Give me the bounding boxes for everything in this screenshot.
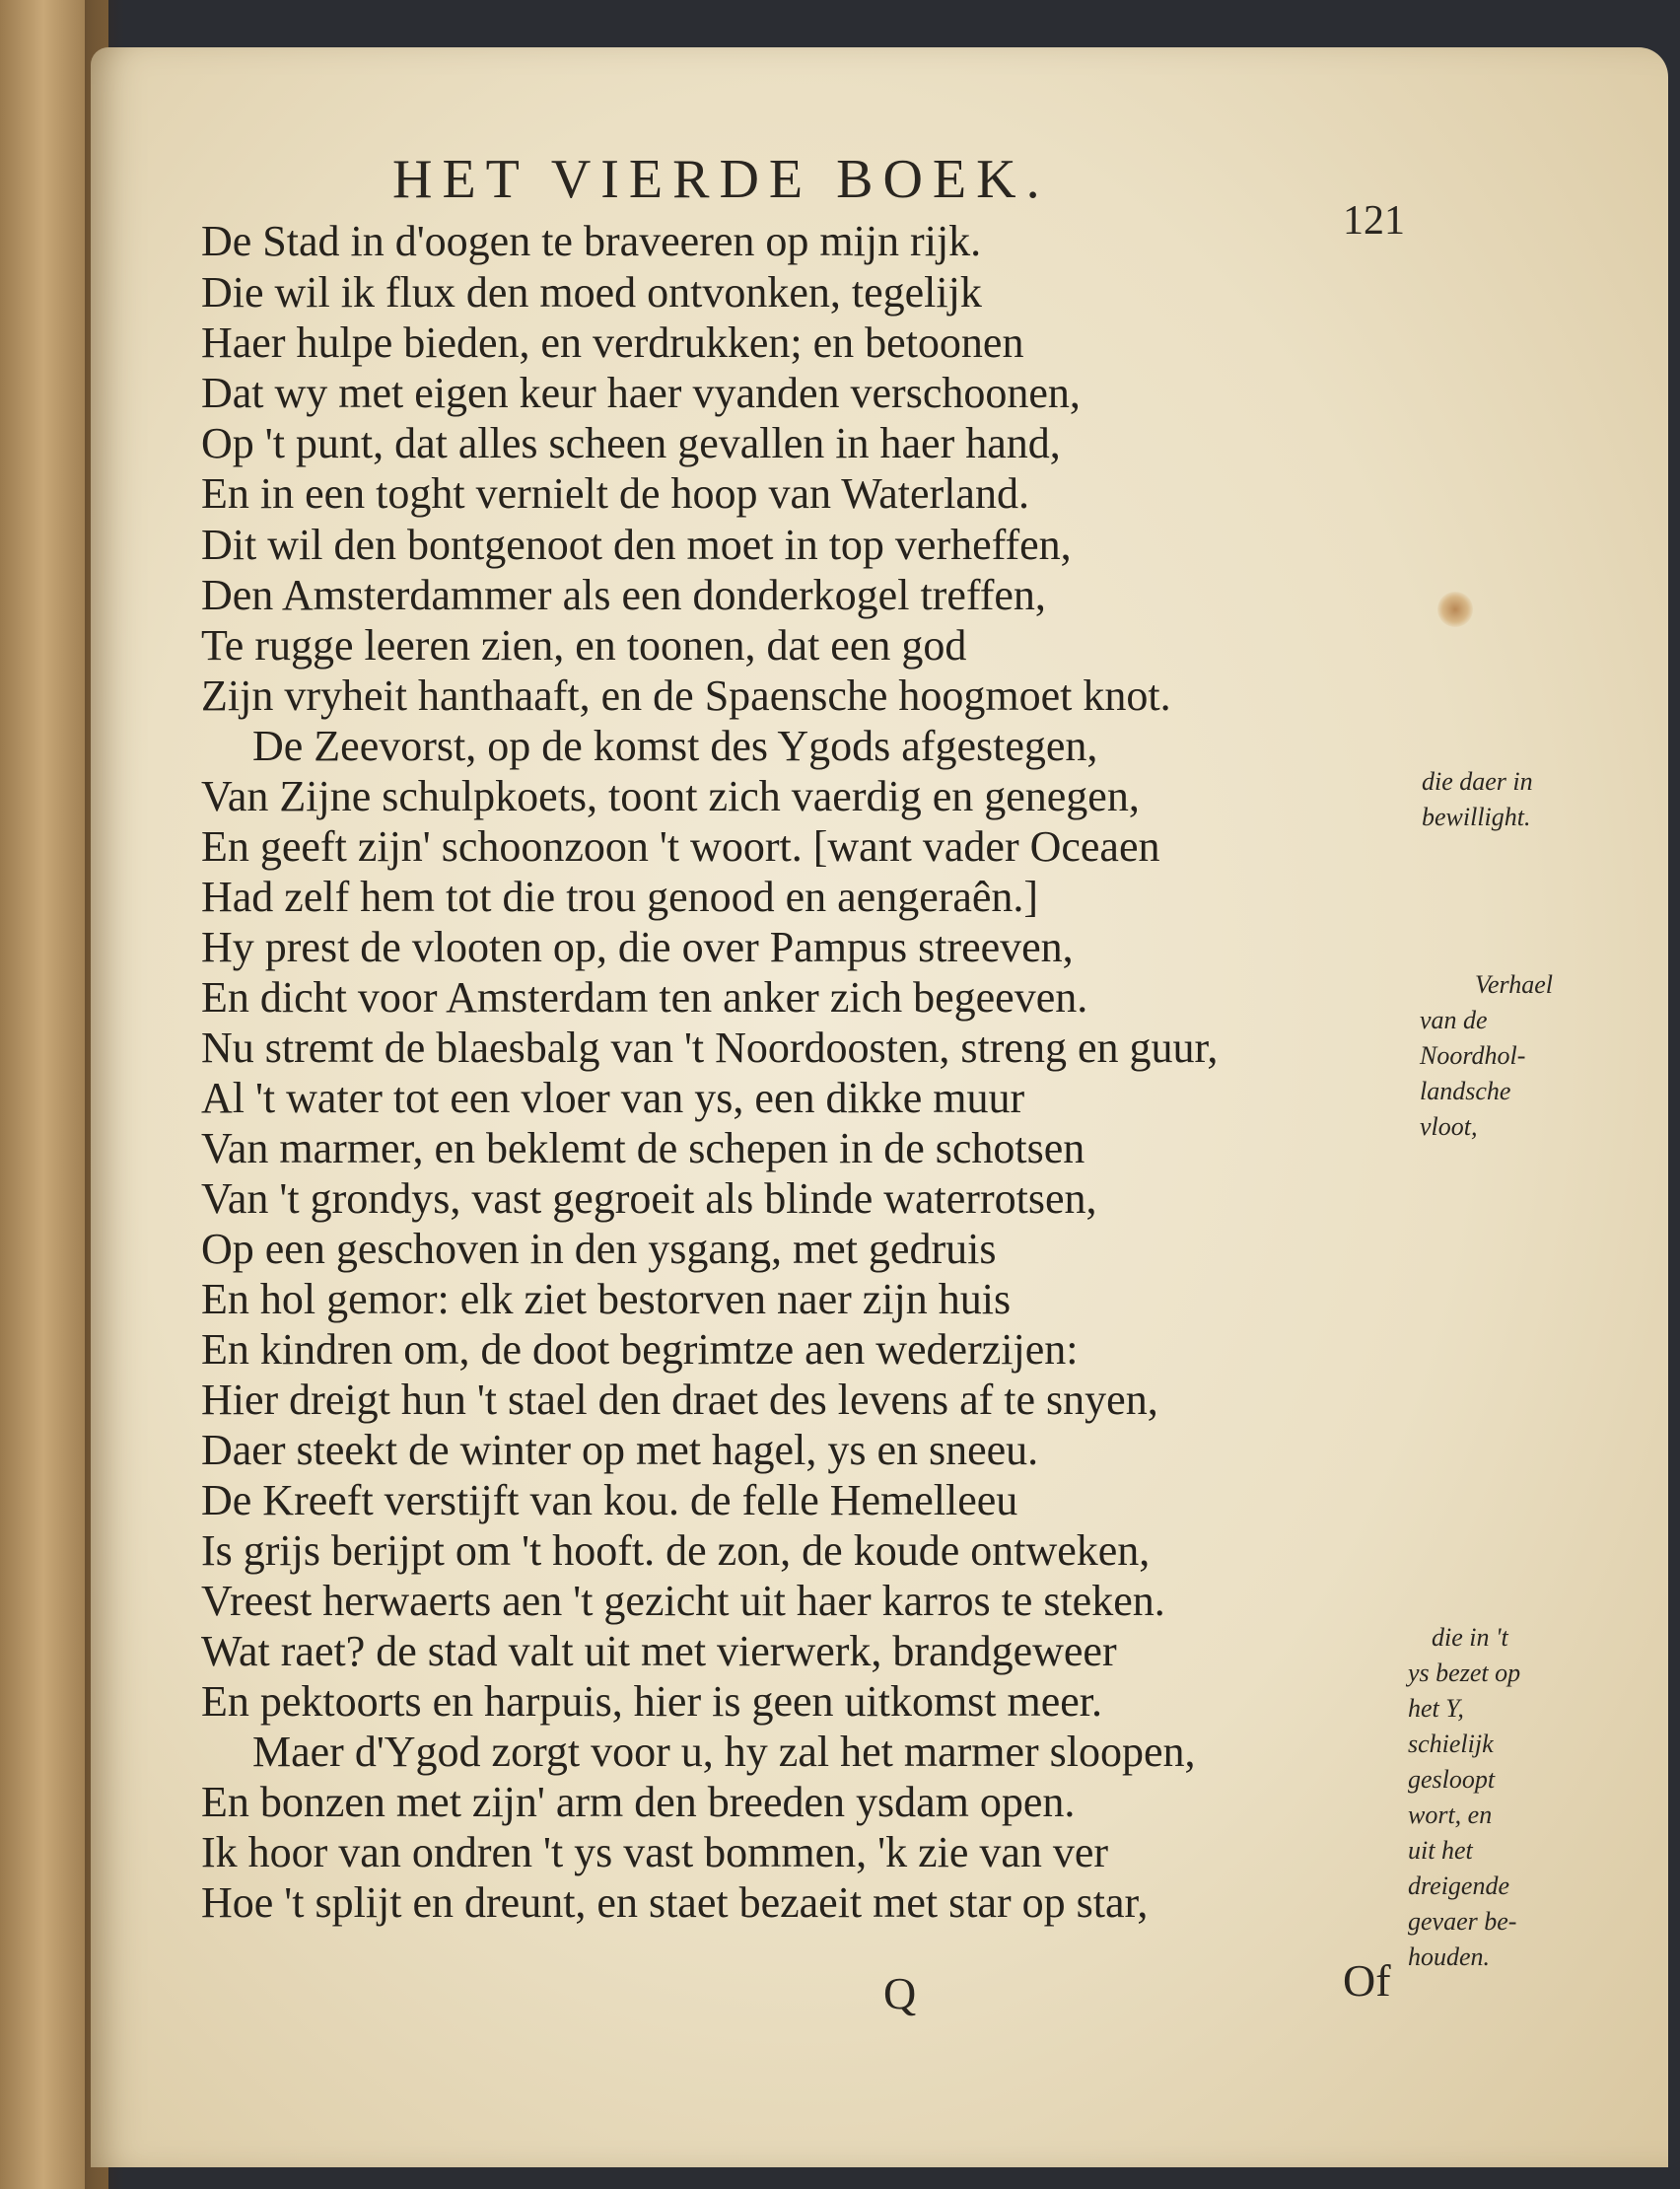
verse-line: Die wil ik flux den moed ontvonken, tegelijk: [201, 268, 982, 317]
verse-line: De Stad in d'oogen te braveeren op mijn rijk.: [201, 217, 982, 265]
verse-line: Wat raet? de stad valt uit met vierwerk, brandgeweer: [201, 1627, 1117, 1675]
verse-line: Haer hulpe bieden, en verdrukken; en betoonen: [201, 318, 1024, 367]
signature-mark: Q: [883, 1968, 917, 2018]
running-title: HET VIERDE BOEK.: [392, 149, 1050, 210]
verse-line: Maer d'Ygod zorgt voor u, hy zal het marmer sloopen,: [252, 1728, 1196, 1776]
verse-line: Van 't grondys, vast gegroeit als blinde waterrotsen,: [201, 1174, 1097, 1223]
margin-note-line: bewillight.: [1422, 803, 1531, 831]
margin-note-line: gesloopt: [1408, 1765, 1496, 1794]
verse-line: Op 't punt, dat alles scheen gevallen in haer hand,: [201, 419, 1061, 467]
verse-line: Van Zijne schulpkoets, toont zich vaerdig en genegen,: [201, 772, 1140, 820]
verse-line: En kindren om, de doot begrimtze aen wederzijen:: [201, 1325, 1079, 1374]
margin-note-line: Noordhol-: [1420, 1041, 1526, 1070]
verse-line: Nu stremt de blaesbalg van 't Noordoosten, streng en guur,: [201, 1024, 1219, 1072]
verse-line: En bonzen met zijn' arm den breeden ysdam open.: [201, 1778, 1076, 1826]
paper-stain: [1437, 592, 1473, 627]
verse-line: Al 't water tot een vloer van ys, een dikke muur: [201, 1074, 1025, 1122]
verse-line: Op een geschoven in den ysgang, met gedruis: [201, 1225, 997, 1273]
verse-line: Hier dreigt hun 't stael den draet des levens af te snyen,: [201, 1376, 1158, 1424]
margin-note-line: ys bezet op: [1408, 1659, 1521, 1687]
verse-line: Zijn vryheit hanthaaft, en de Spaensche hoogmoet knot.: [201, 671, 1171, 720]
verse-line: En dicht voor Amsterdam ten anker zich begeeven.: [201, 973, 1088, 1022]
margin-note-line: van de: [1420, 1006, 1488, 1034]
margin-note-line: dreigende: [1408, 1871, 1509, 1900]
verse-line: Is grijs berijpt om 't hooft. de zon, de koude ontweken,: [201, 1526, 1151, 1575]
catchword: Of: [1343, 1955, 1391, 2006]
verse-line: Vreest herwaerts aen 't gezicht uit haer karros te steken.: [201, 1577, 1165, 1625]
page-number: 121: [1343, 198, 1405, 244]
margin-note-line: het Y,: [1408, 1694, 1464, 1723]
verse-line: Den Amsterdammer als een donderkogel treffen,: [201, 571, 1046, 619]
verse-line: En hol gemor: elk ziet bestorven naer zijn huis: [201, 1275, 1012, 1323]
margin-note-line: landsche: [1420, 1077, 1511, 1105]
verse-line: De Kreeft verstijft van kou. de felle Hemelleeu: [201, 1476, 1018, 1524]
verse-line: Ik hoor van ondren 't ys vast bommen, 'k zie van ver: [201, 1828, 1109, 1876]
verse-line: Daer steekt de winter op met hagel, ys en sneeu.: [201, 1426, 1039, 1474]
verse-line: Te rugge leeren zien, en toonen, dat een god: [201, 621, 967, 670]
verse-line: Dat wy met eigen keur haer vyanden verschoonen,: [201, 369, 1081, 417]
margin-note-line: Verhael: [1475, 970, 1553, 999]
margin-note-line: wort, en: [1408, 1801, 1493, 1829]
verse-line: En pektoorts en harpuis, hier is geen uitkomst meer.: [201, 1677, 1103, 1726]
verse-line: Dit wil den bontgenoot den moet in top verheffen,: [201, 521, 1072, 569]
verse-line: En in een toght vernielt de hoop van Waterland.: [201, 469, 1029, 518]
margin-note-line: uit het: [1408, 1836, 1473, 1865]
verse-line: Had zelf hem tot die trou genood en aengeraên.]: [201, 873, 1039, 921]
margin-note-line: houden.: [1408, 1942, 1491, 1971]
verse-line: Hoe 't splijt en dreunt, en staet bezaeit met star op star,: [201, 1878, 1149, 1927]
margin-note-line: die daer in: [1422, 767, 1533, 796]
verse-line: En geeft zijn' schoonzoon 't woort. [want vader Oceaen: [201, 822, 1160, 871]
verse-line: Van marmer, en beklemt de schepen in de schotsen: [201, 1124, 1085, 1172]
margin-note-line: gevaer be-: [1408, 1907, 1517, 1936]
margin-note-line: die in 't: [1432, 1623, 1508, 1652]
margin-note-line: vloot,: [1420, 1112, 1478, 1141]
verse-line: De Zeevorst, op de komst des Ygods afgestegen,: [252, 722, 1098, 770]
margin-note-line: schielijk: [1408, 1730, 1494, 1758]
verse-line: Hy prest de vlooten op, die over Pampus streeven,: [201, 923, 1074, 971]
